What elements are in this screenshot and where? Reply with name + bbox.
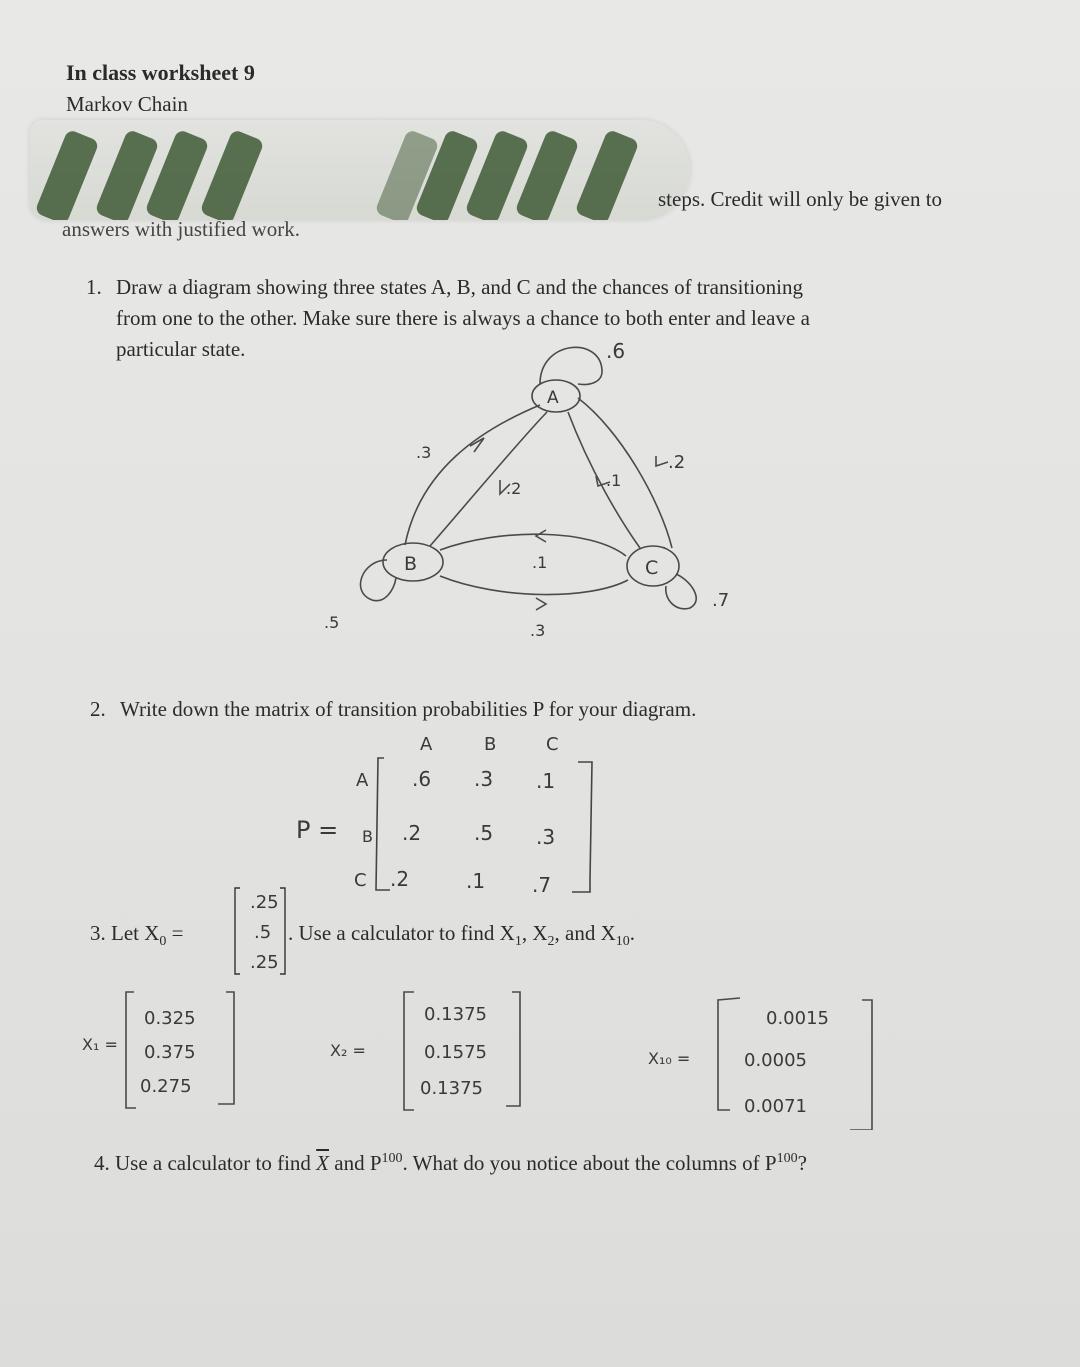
row-header-c: C [354, 870, 367, 891]
matrix-cell: .2 [402, 821, 422, 845]
b-self-loop [360, 560, 396, 601]
q3-answers [0, 980, 1080, 1130]
matrix-right-bracket [572, 762, 592, 892]
q1-number: 1. [86, 275, 102, 299]
matrix-cell: .1 [466, 869, 486, 893]
state-a-label: A [547, 388, 559, 408]
worksheet-title: In class worksheet 9 [66, 60, 255, 85]
arrow-b-c [536, 598, 546, 610]
q3-number: 3. [90, 921, 106, 945]
x-bar: $\overline{X}$ [316, 1151, 329, 1175]
x1-label: X₁ = [82, 1035, 118, 1054]
arrow-a-c [656, 456, 668, 466]
x10-label: X₁₀ = [648, 1049, 691, 1068]
edge-a-c-inner [568, 412, 640, 548]
edge-b-c [440, 576, 628, 595]
transition-matrix [0, 720, 1080, 910]
matrix-cell: .2 [390, 867, 410, 891]
matrix-cell: .3 [474, 767, 494, 791]
matrix-cell: .6 [412, 767, 432, 791]
x2-entry: 0.1375 [420, 1078, 483, 1099]
a-self-loop [540, 347, 602, 384]
arrow-c-b [536, 530, 546, 542]
x1-left-bracket [126, 992, 136, 1108]
x10-right-bracket [850, 1000, 872, 1130]
x0-entry: .5 [254, 922, 272, 943]
intro-line-end: steps. Credit will only be given to [658, 187, 943, 211]
x10-entry: 0.0015 [766, 1008, 829, 1029]
x10-entry: 0.0005 [744, 1050, 807, 1071]
matrix-cell: .1 [536, 769, 556, 793]
matrix-left-bracket [376, 758, 390, 890]
label-c-to-b: .1 [532, 553, 548, 572]
x2-label: X₂ = [330, 1041, 366, 1060]
label-c-self: .7 [712, 590, 730, 611]
label-b-self: .5 [324, 613, 340, 632]
q2-number: 2. [90, 697, 106, 721]
label-c-to-a: .1 [606, 471, 622, 490]
x1-right-bracket [218, 992, 234, 1104]
col-header-a: A [420, 734, 433, 755]
label-a-to-c: .2 [668, 452, 686, 473]
matrix-cell: .3 [536, 825, 556, 849]
q4-number: 4. [94, 1151, 110, 1175]
row-header-a: A [356, 770, 369, 791]
state-c-label: C [645, 557, 659, 579]
col-header-b: B [484, 734, 497, 755]
matrix-cell: .5 [474, 821, 494, 845]
q3-lead: 3. Let $X_0$ = [90, 921, 184, 950]
state-b-label: B [404, 553, 418, 575]
x0-entry: .25 [250, 892, 279, 913]
x1-entry: 0.325 [144, 1008, 196, 1029]
matrix-label: P = [296, 816, 339, 844]
arrow-a-b [470, 438, 484, 452]
x1-entry: 0.275 [140, 1076, 192, 1097]
q1-line2: from one to the other. Make sure there is always a chance to both enter and leave a [116, 306, 810, 330]
q3-instruction: . Use a calculator to find $X_1$, $X_2$, and $X_{10}$. [288, 921, 636, 950]
label-b-to-a: .2 [506, 479, 522, 498]
worksheet-subtitle: Markov Chain [66, 92, 188, 116]
x2-entry: 0.1375 [424, 1004, 487, 1025]
q1-line1: Draw a diagram showing three states A, B, and C and the chances of transitioning [116, 275, 803, 299]
col-header-c: C [546, 734, 559, 755]
x10-entry: 0.0071 [744, 1096, 807, 1117]
x10-left-bracket [718, 998, 740, 1110]
label-a-self: .6 [606, 339, 626, 363]
x0-entry: .25 [250, 952, 279, 973]
matrix-cell: .7 [532, 873, 552, 897]
label-b-to-c: .3 [530, 621, 546, 640]
q1-line3: particular state. [116, 337, 246, 361]
c-self-loop [666, 574, 696, 609]
x2-right-bracket [506, 992, 520, 1106]
x2-entry: 0.1575 [424, 1042, 487, 1063]
x1-entry: 0.375 [144, 1042, 196, 1063]
q2-text: Write down the matrix of transition probabilities P for your diagram. [120, 697, 697, 721]
intro-line2: answers with justified work. [62, 217, 300, 241]
edge-a-b-outer [405, 405, 540, 545]
label-a-to-b: .3 [416, 443, 432, 462]
q4-text: 4. Use a calculator to find $\overline{X}$ and $P^{100}$. What do you notice about the columns of $P^{100}$? [94, 1151, 807, 1175]
x2-left-bracket [404, 992, 414, 1110]
row-header-b: B [362, 827, 373, 846]
